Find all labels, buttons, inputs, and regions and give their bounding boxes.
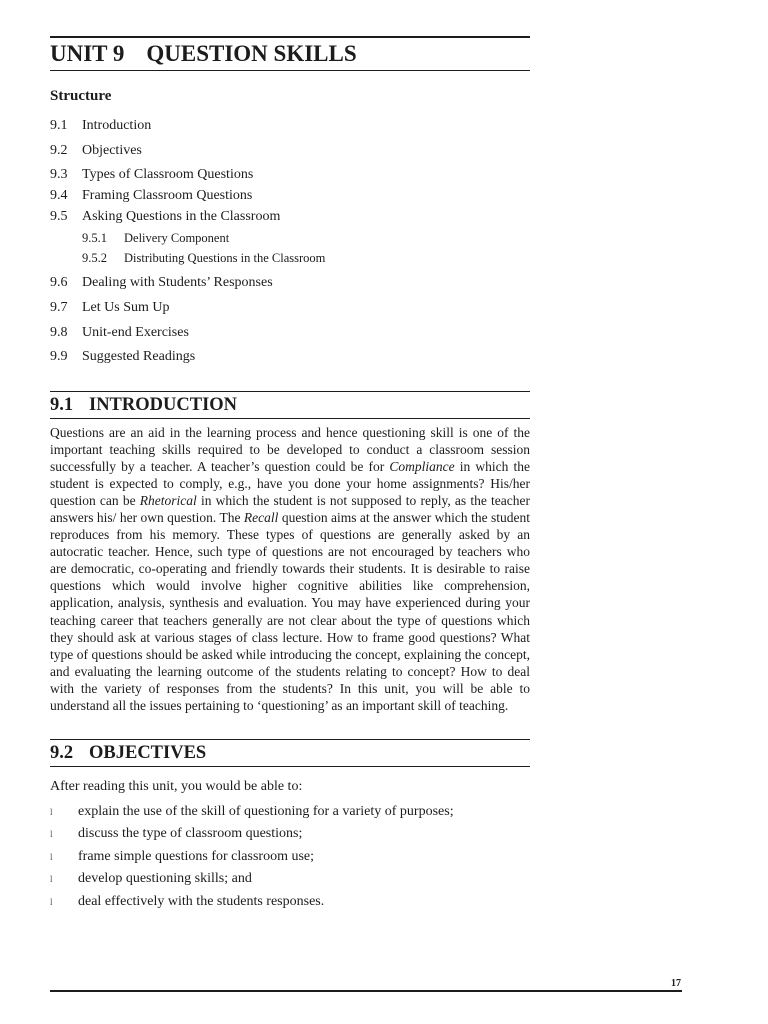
bullet-icon: l xyxy=(50,874,53,885)
toc-item: 9.3 Types of Classroom Questions xyxy=(50,167,254,182)
toc-item: 9.6 Dealing with Students’ Responses xyxy=(50,275,273,290)
objective-item: l deal effectively with the students responses. xyxy=(50,893,325,909)
objectives-heading: 9.2 OBJECTIVES xyxy=(50,743,207,763)
toc-item: 9.4 Framing Classroom Questions xyxy=(50,188,253,203)
toc-item: 9.8 Unit-end Exercises xyxy=(50,325,189,340)
objective-item: l explain the use of the skill of questioning for a variety of purposes; xyxy=(50,804,454,819)
objectives-list xyxy=(50,804,530,916)
toc-item: 9.1 Introduction xyxy=(50,118,152,133)
toc-item: 9.7 Let Us Sum Up xyxy=(50,300,170,315)
footer-rule xyxy=(50,990,682,992)
objective-item: l discuss the type of classroom questions; xyxy=(50,826,303,842)
unit-heading xyxy=(50,41,357,67)
toc-item: 9.5 Asking Questions in the Classroom xyxy=(50,209,281,224)
objectives-top-rule xyxy=(50,739,530,740)
bullet-icon: l xyxy=(50,851,53,862)
term-rhetorical: Rhetorical xyxy=(139,493,197,509)
page-number: 17 xyxy=(671,978,681,989)
bullet-icon: l xyxy=(50,807,53,817)
objectives-intro: After reading this unit, you would be able to: xyxy=(50,779,303,794)
introduction-heading: 9.1 INTRODUCTION xyxy=(50,395,238,415)
toc-item: 9.9 Suggested Readings xyxy=(50,349,196,364)
toc-subitem: 9.5.1 Delivery Component xyxy=(82,231,230,245)
toc-item: 9.2 Objectives xyxy=(50,143,142,158)
unit-number: UNIT 9 xyxy=(50,41,125,66)
intro-top-rule xyxy=(50,391,530,392)
objectives-bottom-rule xyxy=(50,766,530,767)
objective-item: l frame simple questions for classroom use; xyxy=(50,848,315,864)
structure-label: Structure xyxy=(50,88,112,104)
unit-bottom-rule xyxy=(50,70,530,71)
unit-top-rule xyxy=(50,36,530,38)
introduction-paragraph: Questions are an aid in the learning process and hence questioning skill is one of the important teaching skills required to be developed to conduct a classroom session successfully by a teacher. A teacher’s question could be for Compliance in which the student is expected to comply, e.g., have you done your home assignments? His/her question can be Rhetorical in which the student is not supposed to reply, as the teacher answers his/ her own question. The Recall question aims at the answer which the student reproduces from his memory. These types of questions are generally asked by an autocratic teacher. Hence, such type of questions are not encouraged by teachers who are democratic, co-operating and friendly towards their students. It is desirable to raise questions which would involve higher cognitive abilities like comprehension, application, analysis, synthesis and evaluation. You may have experienced during your teaching career that teachers generally are not clear about the type of questions which they should ask at various stages of class lecture. How to frame good questions? What type of questions should be asked while introducing the concept, explaining the concept, and evaluating the learning outcome of the students relating to concept? How to deal with the variety of responses from the students? In this unit, you will be able to understand all the issues pertaining to ‘questioning’ as an important skill of teaching. xyxy=(50,425,530,713)
term-compliance: Compliance xyxy=(389,459,455,475)
term-recall: Recall xyxy=(243,510,279,526)
unit-title: QUESTION SKILLS xyxy=(146,41,357,66)
intro-bottom-rule xyxy=(50,418,530,419)
bullet-icon: l xyxy=(50,896,53,907)
toc-subitem: 9.5.2 Distributing Questions in the Classroom xyxy=(82,251,326,265)
objective-item: l develop questioning skills; and xyxy=(50,871,252,887)
bullet-icon: l xyxy=(50,829,53,840)
